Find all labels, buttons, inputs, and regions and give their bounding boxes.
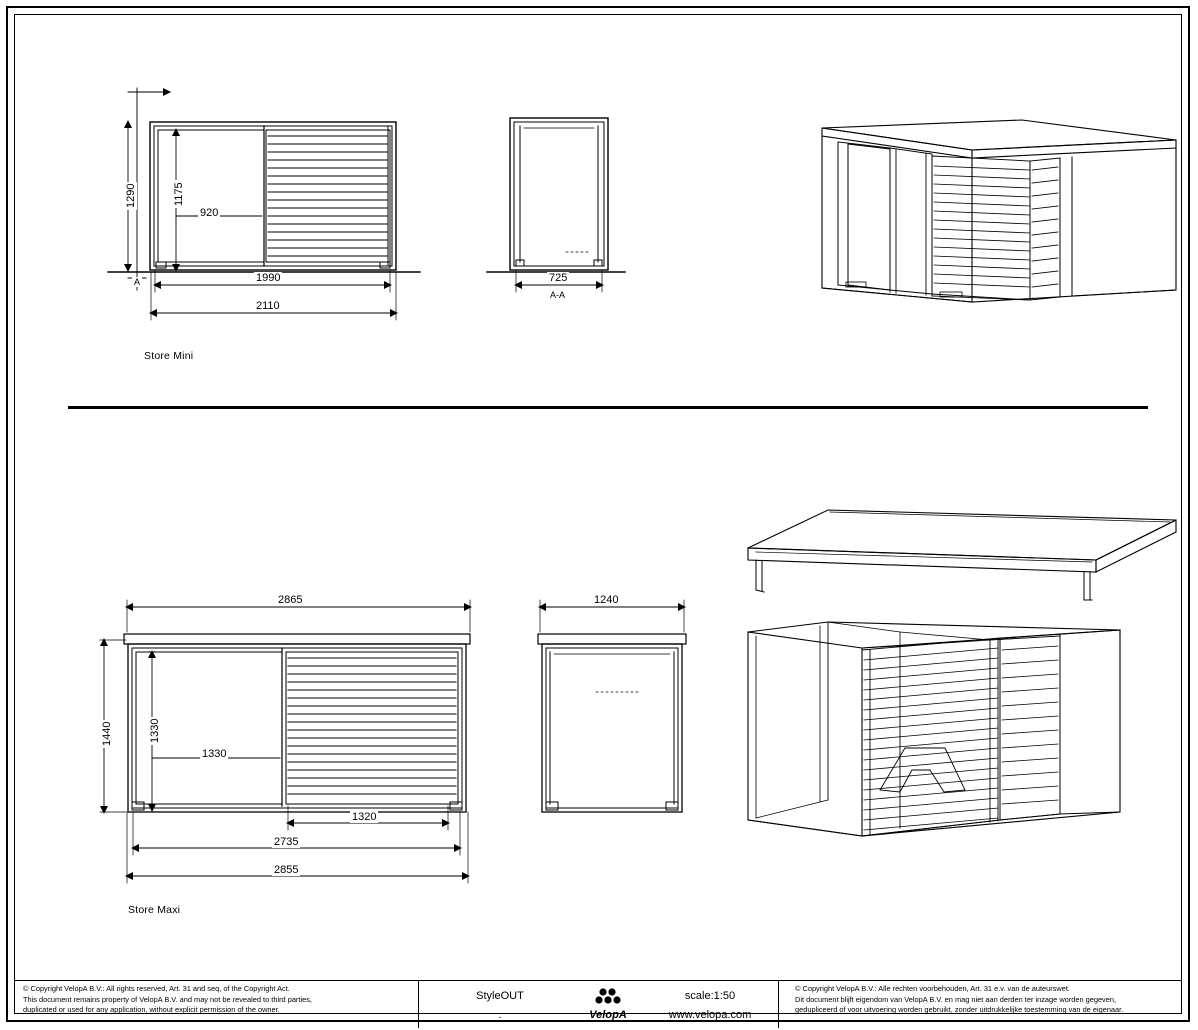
copyright-en-line-1: © Copyright VelopA B.V.: All rights reserved, Art. 31 and seq, of the Copyright Act. [23,984,290,993]
dim-maxi-width-door: 1320 [352,811,377,823]
section-divider [68,406,1148,409]
dim-mini-height-overall: 1290 [125,183,137,208]
dim-maxi-height-inner: 1330 [149,718,161,743]
caption-store-maxi: Store Maxi [128,904,181,916]
caption-store-mini: Store Mini [144,350,194,362]
product-name: StyleOUT [476,990,524,1002]
copyright-nl-line-2: Dit document blijft eigendom van VelopA B.V. en mag niet aan derden ter inzage worden gegeven, [795,994,1117,1004]
dim-maxi-depth: 1240 [594,594,619,606]
dim-maxi-height-door: 1330 [202,748,227,760]
product-sub: . [498,1009,502,1021]
dim-mini-width-overall: 2110 [256,300,280,312]
dim-mini-width-inner: 1990 [256,272,281,284]
drawing-scale: scale:1:50 [684,990,736,1002]
section-label-aa: A-A [550,290,566,300]
section-mark-a: A [134,277,141,287]
sheet-border-inner [14,14,1182,1014]
velopa-logo-icon [594,987,622,1007]
copyright-en-line-3: duplicated or used for any application, without explicit permission of the owner. [23,1005,280,1015]
dim-maxi-width-overall: 2855 [274,864,299,876]
title-block-divider-1 [418,980,419,1028]
copyright-english [23,984,333,1016]
title-block-top-rule [15,980,1181,981]
dim-mini-height-inner: 1175 [173,182,185,206]
dim-maxi-width-inner: 2735 [274,836,299,848]
dim-maxi-height-overall: 1440 [101,721,113,746]
brand-name: VelopA [589,1009,627,1021]
website-link[interactable]: www.velopa.com [668,1009,752,1021]
dim-mini-height-door: 920 [200,207,219,219]
copyright-nl-line-1: © Copyright VelopA B.V.: Alle rechten voorbehouden, Art. 31 e.v. van de auteurswet. [795,984,1070,993]
copyright-dutch [795,984,1180,1016]
dim-maxi-width-overall-top: 2865 [278,594,303,606]
dim-mini-depth: 725 [549,272,568,284]
copyright-nl-line-3: gedupliceerd of voor uitvoering worden gebruikt, zonder uitdrukkelijke toestemming van de eigenaar. [795,1005,1124,1015]
copyright-en-line-2: This document remains property of VelopA B.V. and may not be revealed to third parties, [23,994,312,1004]
